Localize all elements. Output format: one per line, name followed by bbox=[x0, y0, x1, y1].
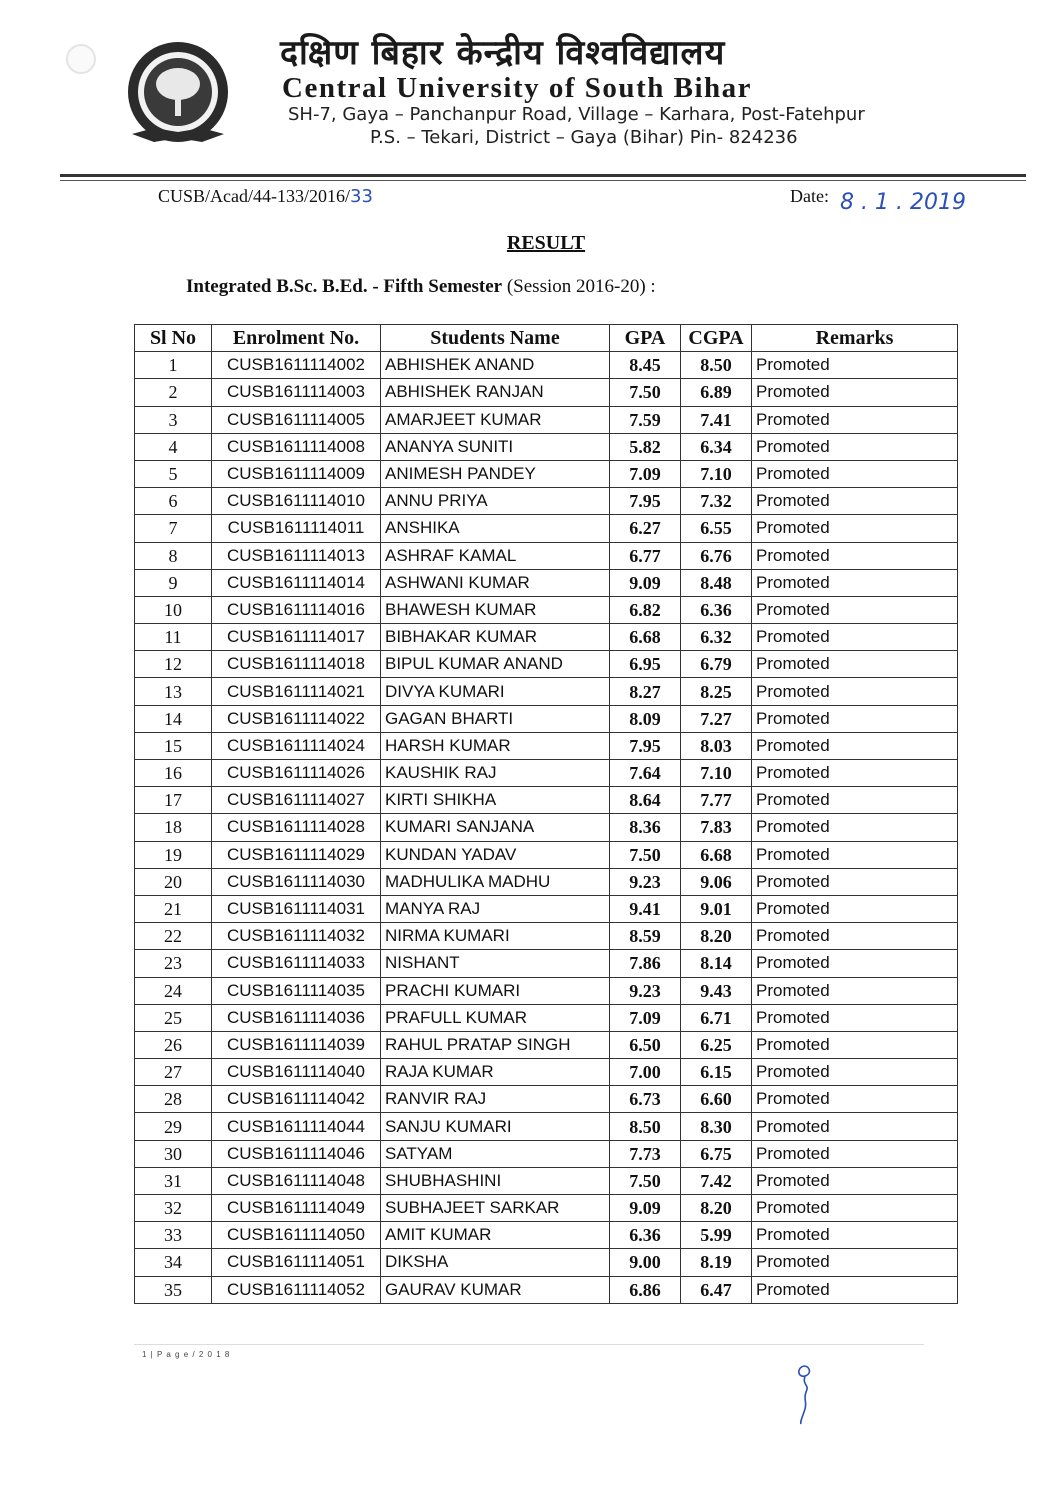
cell-gpa: 7.95 bbox=[610, 732, 681, 759]
cell-sl-no: 33 bbox=[135, 1222, 212, 1249]
cell-remarks: Promoted bbox=[752, 352, 958, 379]
cell-sl-no: 6 bbox=[135, 488, 212, 515]
cell-gpa: 7.64 bbox=[610, 760, 681, 787]
cell-sl-no: 24 bbox=[135, 977, 212, 1004]
programme-line bbox=[186, 276, 656, 298]
cell-cgpa: 8.03 bbox=[681, 732, 752, 759]
cell-cgpa: 9.43 bbox=[681, 977, 752, 1004]
cell-remarks: Promoted bbox=[752, 1031, 958, 1058]
table-row bbox=[135, 352, 958, 379]
university-name-english: Central University of South Bihar bbox=[282, 72, 752, 104]
table-row bbox=[135, 379, 958, 406]
table-row bbox=[135, 433, 958, 460]
cell-enrolment: CUSB1611114029 bbox=[212, 841, 381, 868]
cell-enrolment: CUSB1611114027 bbox=[212, 787, 381, 814]
cell-sl-no: 25 bbox=[135, 1004, 212, 1031]
cell-enrolment: CUSB1611114022 bbox=[212, 705, 381, 732]
cell-gpa: 9.23 bbox=[610, 977, 681, 1004]
cell-enrolment: CUSB1611114005 bbox=[212, 406, 381, 433]
cell-gpa: 6.95 bbox=[610, 651, 681, 678]
cell-remarks: Promoted bbox=[752, 515, 958, 542]
university-name-hindi: दक्षिण बिहार केन्द्रीय विश्वविद्यालय bbox=[280, 33, 726, 73]
cell-cgpa: 8.20 bbox=[681, 1195, 752, 1222]
table-row bbox=[135, 841, 958, 868]
header-sl-no: Sl No bbox=[135, 325, 212, 352]
table-row bbox=[135, 1086, 958, 1113]
cell-cgpa: 9.06 bbox=[681, 868, 752, 895]
cell-student-name: GAGAN BHARTI bbox=[381, 705, 610, 732]
cell-sl-no: 10 bbox=[135, 596, 212, 623]
header-enrolment: Enrolment No. bbox=[212, 325, 381, 352]
university-emblem-icon bbox=[120, 36, 236, 152]
cell-cgpa: 7.10 bbox=[681, 760, 752, 787]
cell-gpa: 8.45 bbox=[610, 352, 681, 379]
cell-remarks: Promoted bbox=[752, 406, 958, 433]
cell-cgpa: 6.55 bbox=[681, 515, 752, 542]
table-row bbox=[135, 542, 958, 569]
cell-gpa: 6.27 bbox=[610, 515, 681, 542]
table-row bbox=[135, 787, 958, 814]
cell-student-name: MANYA RAJ bbox=[381, 895, 610, 922]
cell-remarks: Promoted bbox=[752, 1276, 958, 1303]
table-row bbox=[135, 651, 958, 678]
table-header-row bbox=[135, 325, 958, 352]
result-table-body bbox=[135, 352, 958, 1304]
cell-cgpa: 7.27 bbox=[681, 705, 752, 732]
footer-rule bbox=[134, 1344, 924, 1345]
cell-remarks: Promoted bbox=[752, 1140, 958, 1167]
table-row bbox=[135, 814, 958, 841]
cell-cgpa: 6.47 bbox=[681, 1276, 752, 1303]
cell-student-name: AMARJEET KUMAR bbox=[381, 406, 610, 433]
table-row bbox=[135, 406, 958, 433]
cell-cgpa: 8.20 bbox=[681, 923, 752, 950]
table-row bbox=[135, 596, 958, 623]
cell-enrolment: CUSB1611114011 bbox=[212, 515, 381, 542]
cell-cgpa: 5.99 bbox=[681, 1222, 752, 1249]
cell-gpa: 8.59 bbox=[610, 923, 681, 950]
cell-student-name: PRAFULL KUMAR bbox=[381, 1004, 610, 1031]
cell-remarks: Promoted bbox=[752, 814, 958, 841]
reference-handwritten: 33 bbox=[350, 186, 373, 207]
cell-sl-no: 17 bbox=[135, 787, 212, 814]
table-row bbox=[135, 895, 958, 922]
cell-cgpa: 8.14 bbox=[681, 950, 752, 977]
cell-cgpa: 7.42 bbox=[681, 1167, 752, 1194]
cell-gpa: 9.00 bbox=[610, 1249, 681, 1276]
cell-sl-no: 8 bbox=[135, 542, 212, 569]
cell-enrolment: CUSB1611114018 bbox=[212, 651, 381, 678]
cell-cgpa: 6.76 bbox=[681, 542, 752, 569]
table-row bbox=[135, 1031, 958, 1058]
cell-remarks: Promoted bbox=[752, 923, 958, 950]
cell-gpa: 7.86 bbox=[610, 950, 681, 977]
table-row bbox=[135, 950, 958, 977]
header-rule-thin bbox=[60, 180, 1026, 181]
cell-sl-no: 7 bbox=[135, 515, 212, 542]
cell-remarks: Promoted bbox=[752, 787, 958, 814]
cell-sl-no: 35 bbox=[135, 1276, 212, 1303]
cell-gpa: 8.50 bbox=[610, 1113, 681, 1140]
cell-sl-no: 14 bbox=[135, 705, 212, 732]
table-row bbox=[135, 515, 958, 542]
cell-enrolment: CUSB1611114028 bbox=[212, 814, 381, 841]
cell-gpa: 7.09 bbox=[610, 460, 681, 487]
cell-enrolment: CUSB1611114046 bbox=[212, 1140, 381, 1167]
cell-enrolment: CUSB1611114039 bbox=[212, 1031, 381, 1058]
cell-cgpa: 6.68 bbox=[681, 841, 752, 868]
cell-remarks: Promoted bbox=[752, 596, 958, 623]
cell-cgpa: 6.25 bbox=[681, 1031, 752, 1058]
address-line-1: SH-7, Gaya – Panchanpur Road, Village – Karhara, Post-Fatehpur bbox=[288, 104, 865, 125]
cell-sl-no: 27 bbox=[135, 1059, 212, 1086]
cell-sl-no: 16 bbox=[135, 760, 212, 787]
header-cgpa: CGPA bbox=[681, 325, 752, 352]
cell-enrolment: CUSB1611114031 bbox=[212, 895, 381, 922]
cell-gpa: 9.09 bbox=[610, 569, 681, 596]
cell-enrolment: CUSB1611114026 bbox=[212, 760, 381, 787]
cell-student-name: KAUSHIK RAJ bbox=[381, 760, 610, 787]
cell-enrolment: CUSB1611114013 bbox=[212, 542, 381, 569]
cell-sl-no: 26 bbox=[135, 1031, 212, 1058]
table-row bbox=[135, 1059, 958, 1086]
cell-gpa: 7.73 bbox=[610, 1140, 681, 1167]
cell-enrolment: CUSB1611114035 bbox=[212, 977, 381, 1004]
table-row bbox=[135, 624, 958, 651]
cell-sl-no: 28 bbox=[135, 1086, 212, 1113]
cell-enrolment: CUSB1611114040 bbox=[212, 1059, 381, 1086]
cell-sl-no: 11 bbox=[135, 624, 212, 651]
address-line-2: P.S. – Tekari, District – Gaya (Bihar) Pin- 824236 bbox=[370, 127, 798, 148]
header-student-name: Students Name bbox=[381, 325, 610, 352]
cell-student-name: ASHRAF KAMAL bbox=[381, 542, 610, 569]
cell-remarks: Promoted bbox=[752, 950, 958, 977]
punch-hole bbox=[66, 44, 96, 74]
cell-gpa: 8.64 bbox=[610, 787, 681, 814]
cell-enrolment: CUSB1611114042 bbox=[212, 1086, 381, 1113]
cell-sl-no: 31 bbox=[135, 1167, 212, 1194]
cell-gpa: 7.50 bbox=[610, 379, 681, 406]
cell-enrolment: CUSB1611114051 bbox=[212, 1249, 381, 1276]
cell-gpa: 9.09 bbox=[610, 1195, 681, 1222]
cell-student-name: NISHANT bbox=[381, 950, 610, 977]
header-gpa: GPA bbox=[610, 325, 681, 352]
cell-enrolment: CUSB1611114044 bbox=[212, 1113, 381, 1140]
table-row bbox=[135, 460, 958, 487]
cell-remarks: Promoted bbox=[752, 460, 958, 487]
cell-remarks: Promoted bbox=[752, 868, 958, 895]
cell-gpa: 6.77 bbox=[610, 542, 681, 569]
cell-enrolment: CUSB1611114021 bbox=[212, 678, 381, 705]
cell-student-name: ASHWANI KUMAR bbox=[381, 569, 610, 596]
cell-gpa: 6.68 bbox=[610, 624, 681, 651]
cell-gpa: 5.82 bbox=[610, 433, 681, 460]
cell-enrolment: CUSB1611114050 bbox=[212, 1222, 381, 1249]
signature-icon bbox=[790, 1362, 820, 1426]
cell-sl-no: 20 bbox=[135, 868, 212, 895]
cell-enrolment: CUSB1611114010 bbox=[212, 488, 381, 515]
cell-enrolment: CUSB1611114017 bbox=[212, 624, 381, 651]
cell-student-name: MADHULIKA MADHU bbox=[381, 868, 610, 895]
cell-student-name: ANSHIKA bbox=[381, 515, 610, 542]
cell-sl-no: 29 bbox=[135, 1113, 212, 1140]
cell-remarks: Promoted bbox=[752, 705, 958, 732]
cell-student-name: RAHUL PRATAP SINGH bbox=[381, 1031, 610, 1058]
reference-number bbox=[158, 186, 373, 207]
cell-cgpa: 8.19 bbox=[681, 1249, 752, 1276]
cell-sl-no: 22 bbox=[135, 923, 212, 950]
cell-cgpa: 6.71 bbox=[681, 1004, 752, 1031]
cell-student-name: PRACHI KUMARI bbox=[381, 977, 610, 1004]
table-row bbox=[135, 1276, 958, 1303]
cell-gpa: 8.36 bbox=[610, 814, 681, 841]
page-footer: 1 | P a g e / 2 0 1 8 bbox=[142, 1350, 231, 1359]
cell-enrolment: CUSB1611114003 bbox=[212, 379, 381, 406]
cell-cgpa: 8.30 bbox=[681, 1113, 752, 1140]
table-row bbox=[135, 1140, 958, 1167]
cell-student-name: SANJU KUMARI bbox=[381, 1113, 610, 1140]
cell-student-name: SHUBHASHINI bbox=[381, 1167, 610, 1194]
table-row bbox=[135, 868, 958, 895]
cell-remarks: Promoted bbox=[752, 678, 958, 705]
table-row bbox=[135, 732, 958, 759]
cell-gpa: 6.36 bbox=[610, 1222, 681, 1249]
cell-cgpa: 6.60 bbox=[681, 1086, 752, 1113]
cell-sl-no: 18 bbox=[135, 814, 212, 841]
cell-cgpa: 7.10 bbox=[681, 460, 752, 487]
cell-cgpa: 8.48 bbox=[681, 569, 752, 596]
table-row bbox=[135, 977, 958, 1004]
cell-remarks: Promoted bbox=[752, 542, 958, 569]
table-row bbox=[135, 1113, 958, 1140]
cell-sl-no: 19 bbox=[135, 841, 212, 868]
cell-student-name: RANVIR RAJ bbox=[381, 1086, 610, 1113]
cell-remarks: Promoted bbox=[752, 977, 958, 1004]
table-row bbox=[135, 488, 958, 515]
cell-student-name: DIVYA KUMARI bbox=[381, 678, 610, 705]
cell-remarks: Promoted bbox=[752, 651, 958, 678]
cell-student-name: GAURAV KUMAR bbox=[381, 1276, 610, 1303]
table-row bbox=[135, 760, 958, 787]
cell-gpa: 7.09 bbox=[610, 1004, 681, 1031]
cell-enrolment: CUSB1611114033 bbox=[212, 950, 381, 977]
cell-student-name: HARSH KUMAR bbox=[381, 732, 610, 759]
page-title: RESULT bbox=[506, 232, 586, 254]
cell-enrolment: CUSB1611114024 bbox=[212, 732, 381, 759]
cell-gpa: 7.59 bbox=[610, 406, 681, 433]
cell-remarks: Promoted bbox=[752, 1222, 958, 1249]
cell-sl-no: 15 bbox=[135, 732, 212, 759]
cell-cgpa: 6.75 bbox=[681, 1140, 752, 1167]
cell-cgpa: 6.79 bbox=[681, 651, 752, 678]
cell-cgpa: 6.32 bbox=[681, 624, 752, 651]
cell-cgpa: 6.89 bbox=[681, 379, 752, 406]
cell-cgpa: 6.36 bbox=[681, 596, 752, 623]
cell-sl-no: 2 bbox=[135, 379, 212, 406]
cell-cgpa: 7.83 bbox=[681, 814, 752, 841]
cell-student-name: KUNDAN YADAV bbox=[381, 841, 610, 868]
table-row bbox=[135, 1167, 958, 1194]
reference-prefix: CUSB/Acad/44-133/2016/ bbox=[158, 186, 350, 206]
table-row bbox=[135, 1004, 958, 1031]
result-table bbox=[134, 324, 958, 1304]
cell-enrolment: CUSB1611114002 bbox=[212, 352, 381, 379]
cell-remarks: Promoted bbox=[752, 379, 958, 406]
cell-sl-no: 34 bbox=[135, 1249, 212, 1276]
programme-name: Integrated B.Sc. B.Ed. - Fifth Semester bbox=[186, 276, 503, 297]
cell-gpa: 8.09 bbox=[610, 705, 681, 732]
cell-sl-no: 1 bbox=[135, 352, 212, 379]
cell-enrolment: CUSB1611114008 bbox=[212, 433, 381, 460]
cell-gpa: 6.82 bbox=[610, 596, 681, 623]
cell-enrolment: CUSB1611114052 bbox=[212, 1276, 381, 1303]
cell-sl-no: 12 bbox=[135, 651, 212, 678]
cell-student-name: KIRTI SHIKHA bbox=[381, 787, 610, 814]
cell-remarks: Promoted bbox=[752, 1086, 958, 1113]
cell-gpa: 7.50 bbox=[610, 1167, 681, 1194]
cell-sl-no: 21 bbox=[135, 895, 212, 922]
cell-remarks: Promoted bbox=[752, 760, 958, 787]
cell-enrolment: CUSB1611114030 bbox=[212, 868, 381, 895]
cell-student-name: BIBHAKAR KUMAR bbox=[381, 624, 610, 651]
cell-student-name: AMIT KUMAR bbox=[381, 1222, 610, 1249]
cell-sl-no: 9 bbox=[135, 569, 212, 596]
cell-cgpa: 6.15 bbox=[681, 1059, 752, 1086]
cell-gpa: 9.23 bbox=[610, 868, 681, 895]
cell-remarks: Promoted bbox=[752, 624, 958, 651]
cell-cgpa: 7.32 bbox=[681, 488, 752, 515]
cell-cgpa: 6.34 bbox=[681, 433, 752, 460]
cell-remarks: Promoted bbox=[752, 433, 958, 460]
cell-cgpa: 7.41 bbox=[681, 406, 752, 433]
cell-cgpa: 8.25 bbox=[681, 678, 752, 705]
cell-student-name: ANIMESH PANDEY bbox=[381, 460, 610, 487]
cell-gpa: 6.73 bbox=[610, 1086, 681, 1113]
cell-student-name: RAJA KUMAR bbox=[381, 1059, 610, 1086]
cell-student-name: DIKSHA bbox=[381, 1249, 610, 1276]
cell-enrolment: CUSB1611114016 bbox=[212, 596, 381, 623]
cell-student-name: NIRMA KUMARI bbox=[381, 923, 610, 950]
cell-sl-no: 4 bbox=[135, 433, 212, 460]
cell-sl-no: 23 bbox=[135, 950, 212, 977]
cell-enrolment: CUSB1611114009 bbox=[212, 460, 381, 487]
cell-enrolment: CUSB1611114049 bbox=[212, 1195, 381, 1222]
cell-gpa: 7.95 bbox=[610, 488, 681, 515]
date-handwritten: 8 . 1 . 2019 bbox=[840, 190, 966, 215]
cell-student-name: BIPUL KUMAR ANAND bbox=[381, 651, 610, 678]
cell-gpa: 7.00 bbox=[610, 1059, 681, 1086]
cell-cgpa: 7.77 bbox=[681, 787, 752, 814]
cell-remarks: Promoted bbox=[752, 1249, 958, 1276]
cell-student-name: ANNU PRIYA bbox=[381, 488, 610, 515]
cell-cgpa: 9.01 bbox=[681, 895, 752, 922]
table-row bbox=[135, 1249, 958, 1276]
table-row bbox=[135, 923, 958, 950]
header-remarks: Remarks bbox=[752, 325, 958, 352]
table-row bbox=[135, 1222, 958, 1249]
cell-remarks: Promoted bbox=[752, 1059, 958, 1086]
cell-remarks: Promoted bbox=[752, 1113, 958, 1140]
cell-sl-no: 13 bbox=[135, 678, 212, 705]
cell-remarks: Promoted bbox=[752, 895, 958, 922]
cell-sl-no: 30 bbox=[135, 1140, 212, 1167]
cell-enrolment: CUSB1611114048 bbox=[212, 1167, 381, 1194]
cell-gpa: 6.50 bbox=[610, 1031, 681, 1058]
cell-student-name: ANANYA SUNITI bbox=[381, 433, 610, 460]
cell-remarks: Promoted bbox=[752, 569, 958, 596]
cell-gpa: 8.27 bbox=[610, 678, 681, 705]
cell-remarks: Promoted bbox=[752, 1004, 958, 1031]
cell-gpa: 9.41 bbox=[610, 895, 681, 922]
cell-enrolment: CUSB1611114032 bbox=[212, 923, 381, 950]
cell-enrolment: CUSB1611114036 bbox=[212, 1004, 381, 1031]
cell-student-name: ABHISHEK RANJAN bbox=[381, 379, 610, 406]
cell-remarks: Promoted bbox=[752, 841, 958, 868]
cell-cgpa: 8.50 bbox=[681, 352, 752, 379]
cell-gpa: 6.86 bbox=[610, 1276, 681, 1303]
cell-enrolment: CUSB1611114014 bbox=[212, 569, 381, 596]
cell-remarks: Promoted bbox=[752, 488, 958, 515]
table-row bbox=[135, 569, 958, 596]
header-rule bbox=[60, 174, 1026, 177]
table-row bbox=[135, 1195, 958, 1222]
cell-remarks: Promoted bbox=[752, 1167, 958, 1194]
cell-student-name: SUBHAJEET SARKAR bbox=[381, 1195, 610, 1222]
cell-gpa: 7.50 bbox=[610, 841, 681, 868]
cell-sl-no: 5 bbox=[135, 460, 212, 487]
cell-sl-no: 3 bbox=[135, 406, 212, 433]
table-row bbox=[135, 705, 958, 732]
cell-student-name: BHAWESH KUMAR bbox=[381, 596, 610, 623]
date-label: Date: bbox=[790, 186, 829, 206]
cell-remarks: Promoted bbox=[752, 1195, 958, 1222]
table-row bbox=[135, 678, 958, 705]
session-text: (Session 2016-20) : bbox=[502, 276, 656, 297]
cell-student-name: SATYAM bbox=[381, 1140, 610, 1167]
cell-student-name: KUMARI SANJANA bbox=[381, 814, 610, 841]
cell-sl-no: 32 bbox=[135, 1195, 212, 1222]
cell-remarks: Promoted bbox=[752, 732, 958, 759]
cell-student-name: ABHISHEK ANAND bbox=[381, 352, 610, 379]
